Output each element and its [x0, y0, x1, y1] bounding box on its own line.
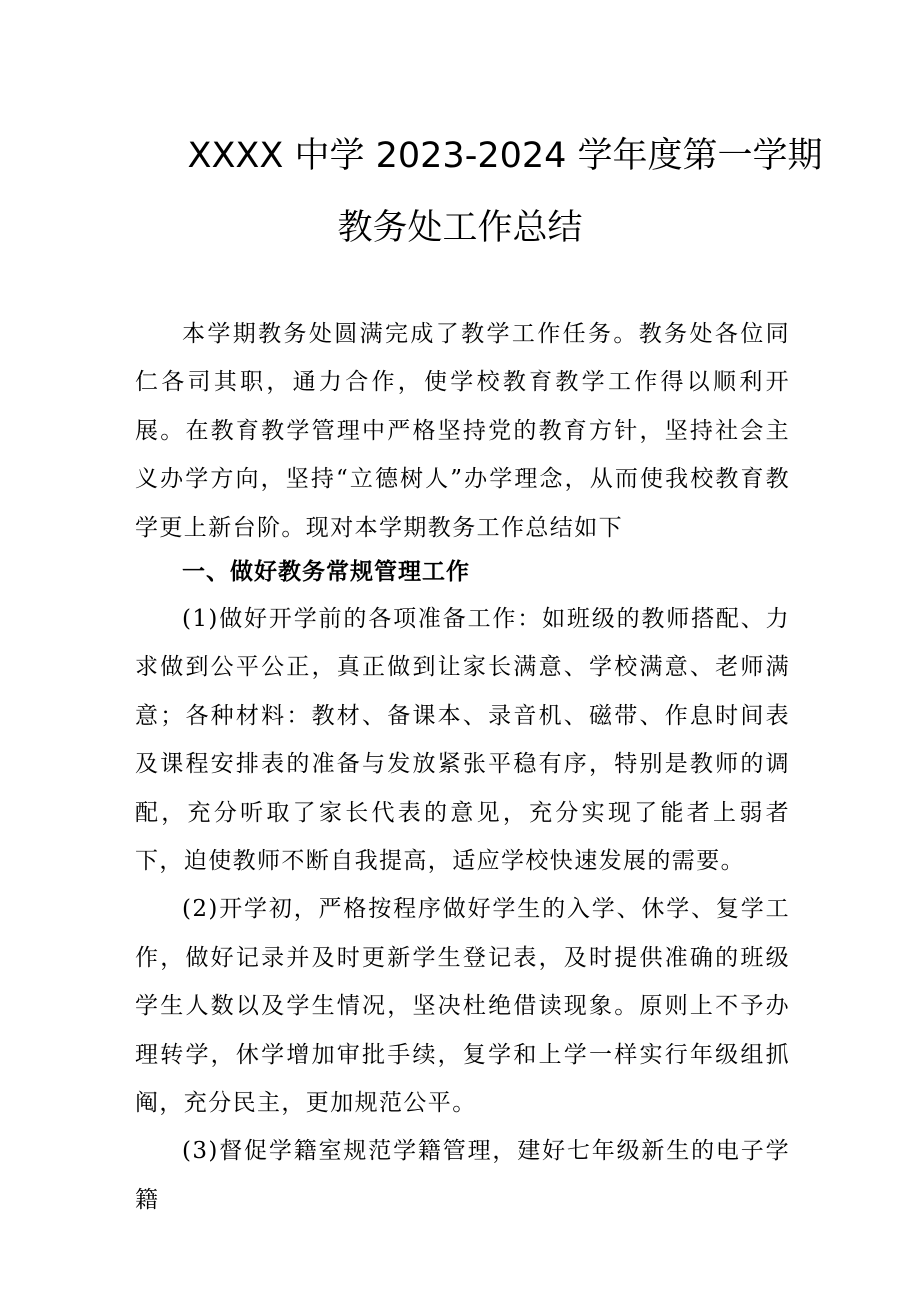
- list-item: (3)督促学籍室规范学籍管理，建好七年级新生的电子学籍: [135, 1138, 790, 1213]
- intro-paragraph: 本学期教务处圆满完成了教学工作任务。教务处各位同仁各司其职，通力合作，使学校教育教学工作得以顺利开展。在教育教学管理中严格坚持党的教育方针，坚持社会主义办学方向，坚持“立德树人”办学理念，从而使我校教育教学更上新台阶。现对本学期教务工作总结如下: [135, 321, 790, 541]
- section-heading: 一、做好教务常规管理工作: [182, 559, 470, 585]
- intro-block: [135, 310, 790, 552]
- section-items: [135, 595, 790, 1224]
- list-item: (2)开学初，严格按程序做好学生的入学、休学、复学工作，做好记录并及时更新学生登记表，及时提供准确的班级学生人数以及学生情况，坚决杜绝借读现象。原则上不予办理转学，休学增加审批手续，复学和上学一样实行年级组抓阄，充分民主，更加规范公平。: [135, 896, 790, 1117]
- list-item: (1)做好开学前的各项准备工作：如班级的教师搭配、力求做到公平公正，真正做到让家长满意、学校满意、老师满意；各种材料：教材、备课本、录音机、磁带、作息时间表及课程安排表的准备与发放紧张平稳有序，特别是教师的调配，充分听取了家长代表的意见，充分实现了能者上弱者下，迫使教师不断自我提高，适应学校快速发展的需要。: [135, 606, 790, 875]
- document-title-line1: XXXX 中学 2023-2024 学年度第一学期: [187, 136, 823, 176]
- document-title-line2: 教务处工作总结: [337, 208, 583, 248]
